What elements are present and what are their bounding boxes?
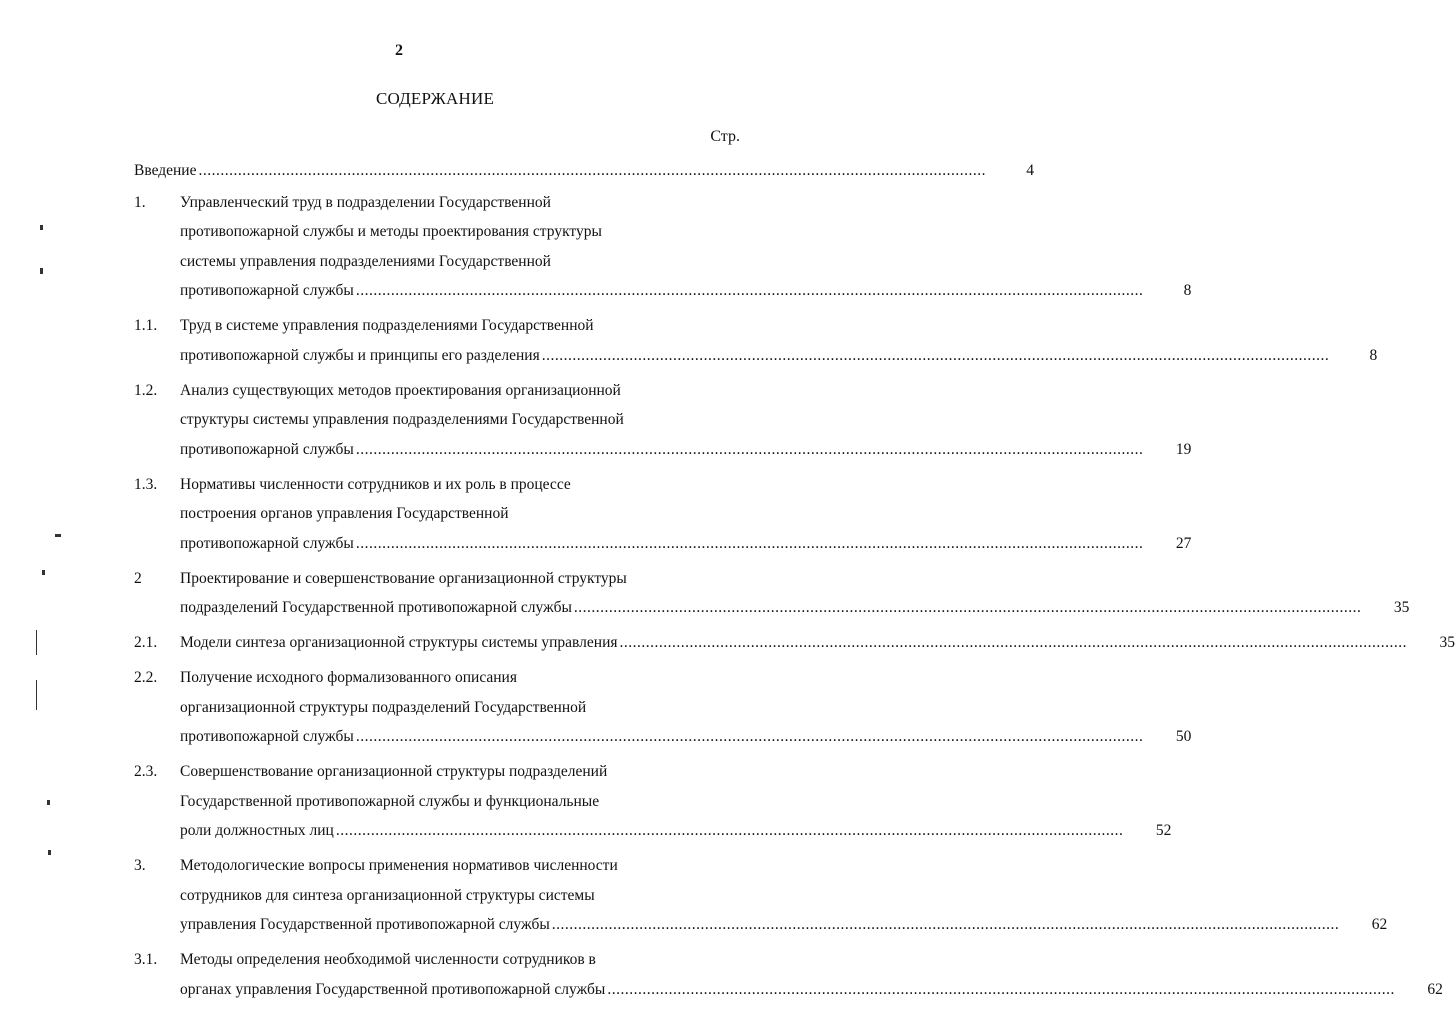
dot-leader [542,341,1330,371]
toc-entry-body [180,188,1191,306]
table-of-contents [134,156,1455,1010]
toc-entry-number: 1.2. [134,381,158,399]
toc-entry-line: Государственной противопожарной службы и функциональные [180,792,600,810]
scan-mark [36,680,37,710]
toc-entry-last-line [180,529,1191,559]
toc-entry [134,628,1455,658]
toc-entry-line: системы управления подразделениями Государственной [180,252,551,270]
toc-entry-line: Методы определения необходимой численности сотрудников в [180,951,596,968]
toc-entry-body [180,851,1387,940]
dot-leader [198,156,986,186]
toc-entry-page: 50 [1175,728,1192,745]
toc-entry [134,188,1192,306]
toc-entry-body [180,757,1171,846]
dot-leader [356,722,1144,752]
dot-leader [356,276,1144,306]
scan-mark [40,268,43,274]
toc-entry-line: Проектирование и совершенствование организационной структуры [180,569,627,587]
toc-entry-last-line [180,722,1191,752]
toc-entry-line: структуры системы управления подразделениями Государственной [180,411,624,428]
scan-mark [47,800,50,805]
toc-entry-last-line [180,816,1171,846]
toc-entry-page: 52 [1155,822,1172,839]
toc-entry-last-line [180,975,1443,1005]
toc-entry-line: противопожарной службы [180,282,354,299]
toc-entry-line: сотрудников для синтеза организационной структуры системы [180,886,595,904]
toc-entry-page: 62 [1371,916,1388,933]
toc-entry-body [180,628,1455,658]
toc-entry-line: Введение [134,162,197,179]
toc-entry-line: противопожарной службы [180,440,354,458]
toc-entry-page: 8 [1183,282,1192,299]
toc-entry [134,945,1443,1004]
toc-entry-last-line [180,593,1409,623]
toc-entry-body [180,564,1409,623]
toc-entry [134,311,1378,370]
toc-entry-line: Труд в системе управления подразделениями Государственной [180,317,594,334]
toc-entry-last-line [180,628,1455,658]
toc-entry-number: 2.1. [134,634,158,651]
dot-leader [356,529,1144,559]
dot-leader [620,628,1408,658]
toc-entry [134,156,1034,186]
toc-entry-page: 19 [1175,440,1192,458]
toc-entry-last-line [134,156,1034,186]
toc-entry-body [180,470,1191,559]
toc-entry-body [180,945,1443,1004]
toc-entry-last-line [180,435,1191,465]
toc-entry-last-line [180,341,1377,371]
toc-entry-line: противопожарной службы и принципы его разделения [180,346,540,364]
toc-entry-line: органах управления Государственной противопожарной службы [180,980,606,998]
toc-entry-last-line [180,910,1387,940]
scan-mark [36,630,37,655]
toc-entry-line: Модели синтеза организационной структуры системы управления [180,634,618,651]
toc-entry-body [180,376,1191,465]
toc-entry-line: Управленческий труд в подразделении Государственной [180,193,551,211]
scan-mark [42,570,45,575]
toc-entry-page: 35 [1439,634,1455,651]
toc-entry [134,564,1410,623]
toc-entry-number: 1.1. [134,317,158,334]
scan-mark [55,534,61,537]
toc-entry-page: 62 [1427,980,1443,998]
toc-entry-line: Нормативы численности сотрудников и их роль в процессе [180,475,571,493]
toc-entry-line: роли должностных лиц [180,822,334,839]
dot-leader [574,593,1362,623]
toc-entry-number: 3. [134,857,146,874]
dot-leader [607,975,1395,1005]
toc-entry-line: Методологические вопросы применения нормативов численности [180,857,618,874]
toc-entry [134,376,1192,465]
toc-entry-line: управления Государственной противопожарной службы [180,916,550,933]
toc-entry [134,470,1192,559]
toc-entry-line: Совершенствование организационной структуры подразделений [180,763,608,780]
toc-entry [134,851,1388,940]
toc-entry-line: противопожарной службы [180,534,354,552]
toc-entry [134,757,1172,846]
page-number: 2 [395,42,403,59]
toc-entry-line: организационной структуры подразделений Государственной [180,698,587,716]
toc-entry-page: 27 [1175,534,1192,552]
toc-entry-line: построения органов управления Государственной [180,505,509,522]
scan-mark [48,850,51,855]
toc-entry-number: 2 [134,569,142,587]
toc-entry-number: 1. [134,193,146,211]
toc-entry-number: 2.2. [134,669,158,686]
toc-entry-body [180,311,1377,370]
toc-entry [134,663,1192,752]
scan-mark [40,225,43,230]
toc-entry-number: 1.3. [134,475,158,493]
toc-entry-line: противопожарной службы и методы проектирования структуры [180,223,602,240]
dot-leader [356,435,1144,465]
page-column-label: Стр. [710,128,740,145]
toc-entry-line: противопожарной службы [180,728,354,745]
toc-entry-number: 2.3. [134,763,158,780]
toc-entry-body [134,156,1034,186]
toc-entry-line: Анализ существующих методов проектирования организационной [180,381,621,399]
toc-entry-page: 8 [1369,346,1378,364]
toc-entry-page: 4 [1026,162,1034,179]
dot-leader [336,816,1124,846]
toc-entry-page: 35 [1393,599,1410,616]
dot-leader [552,910,1340,940]
toc-entry-line: Получение исходного формализованного описания [180,669,517,686]
toc-entry-last-line [180,276,1191,306]
page-title: СОДЕРЖАНИЕ [375,89,495,108]
toc-entry-number: 3.1. [134,951,158,968]
toc-entry-line: подразделений Государственной противопожарной службы [180,599,572,616]
toc-entry-body [180,663,1191,752]
